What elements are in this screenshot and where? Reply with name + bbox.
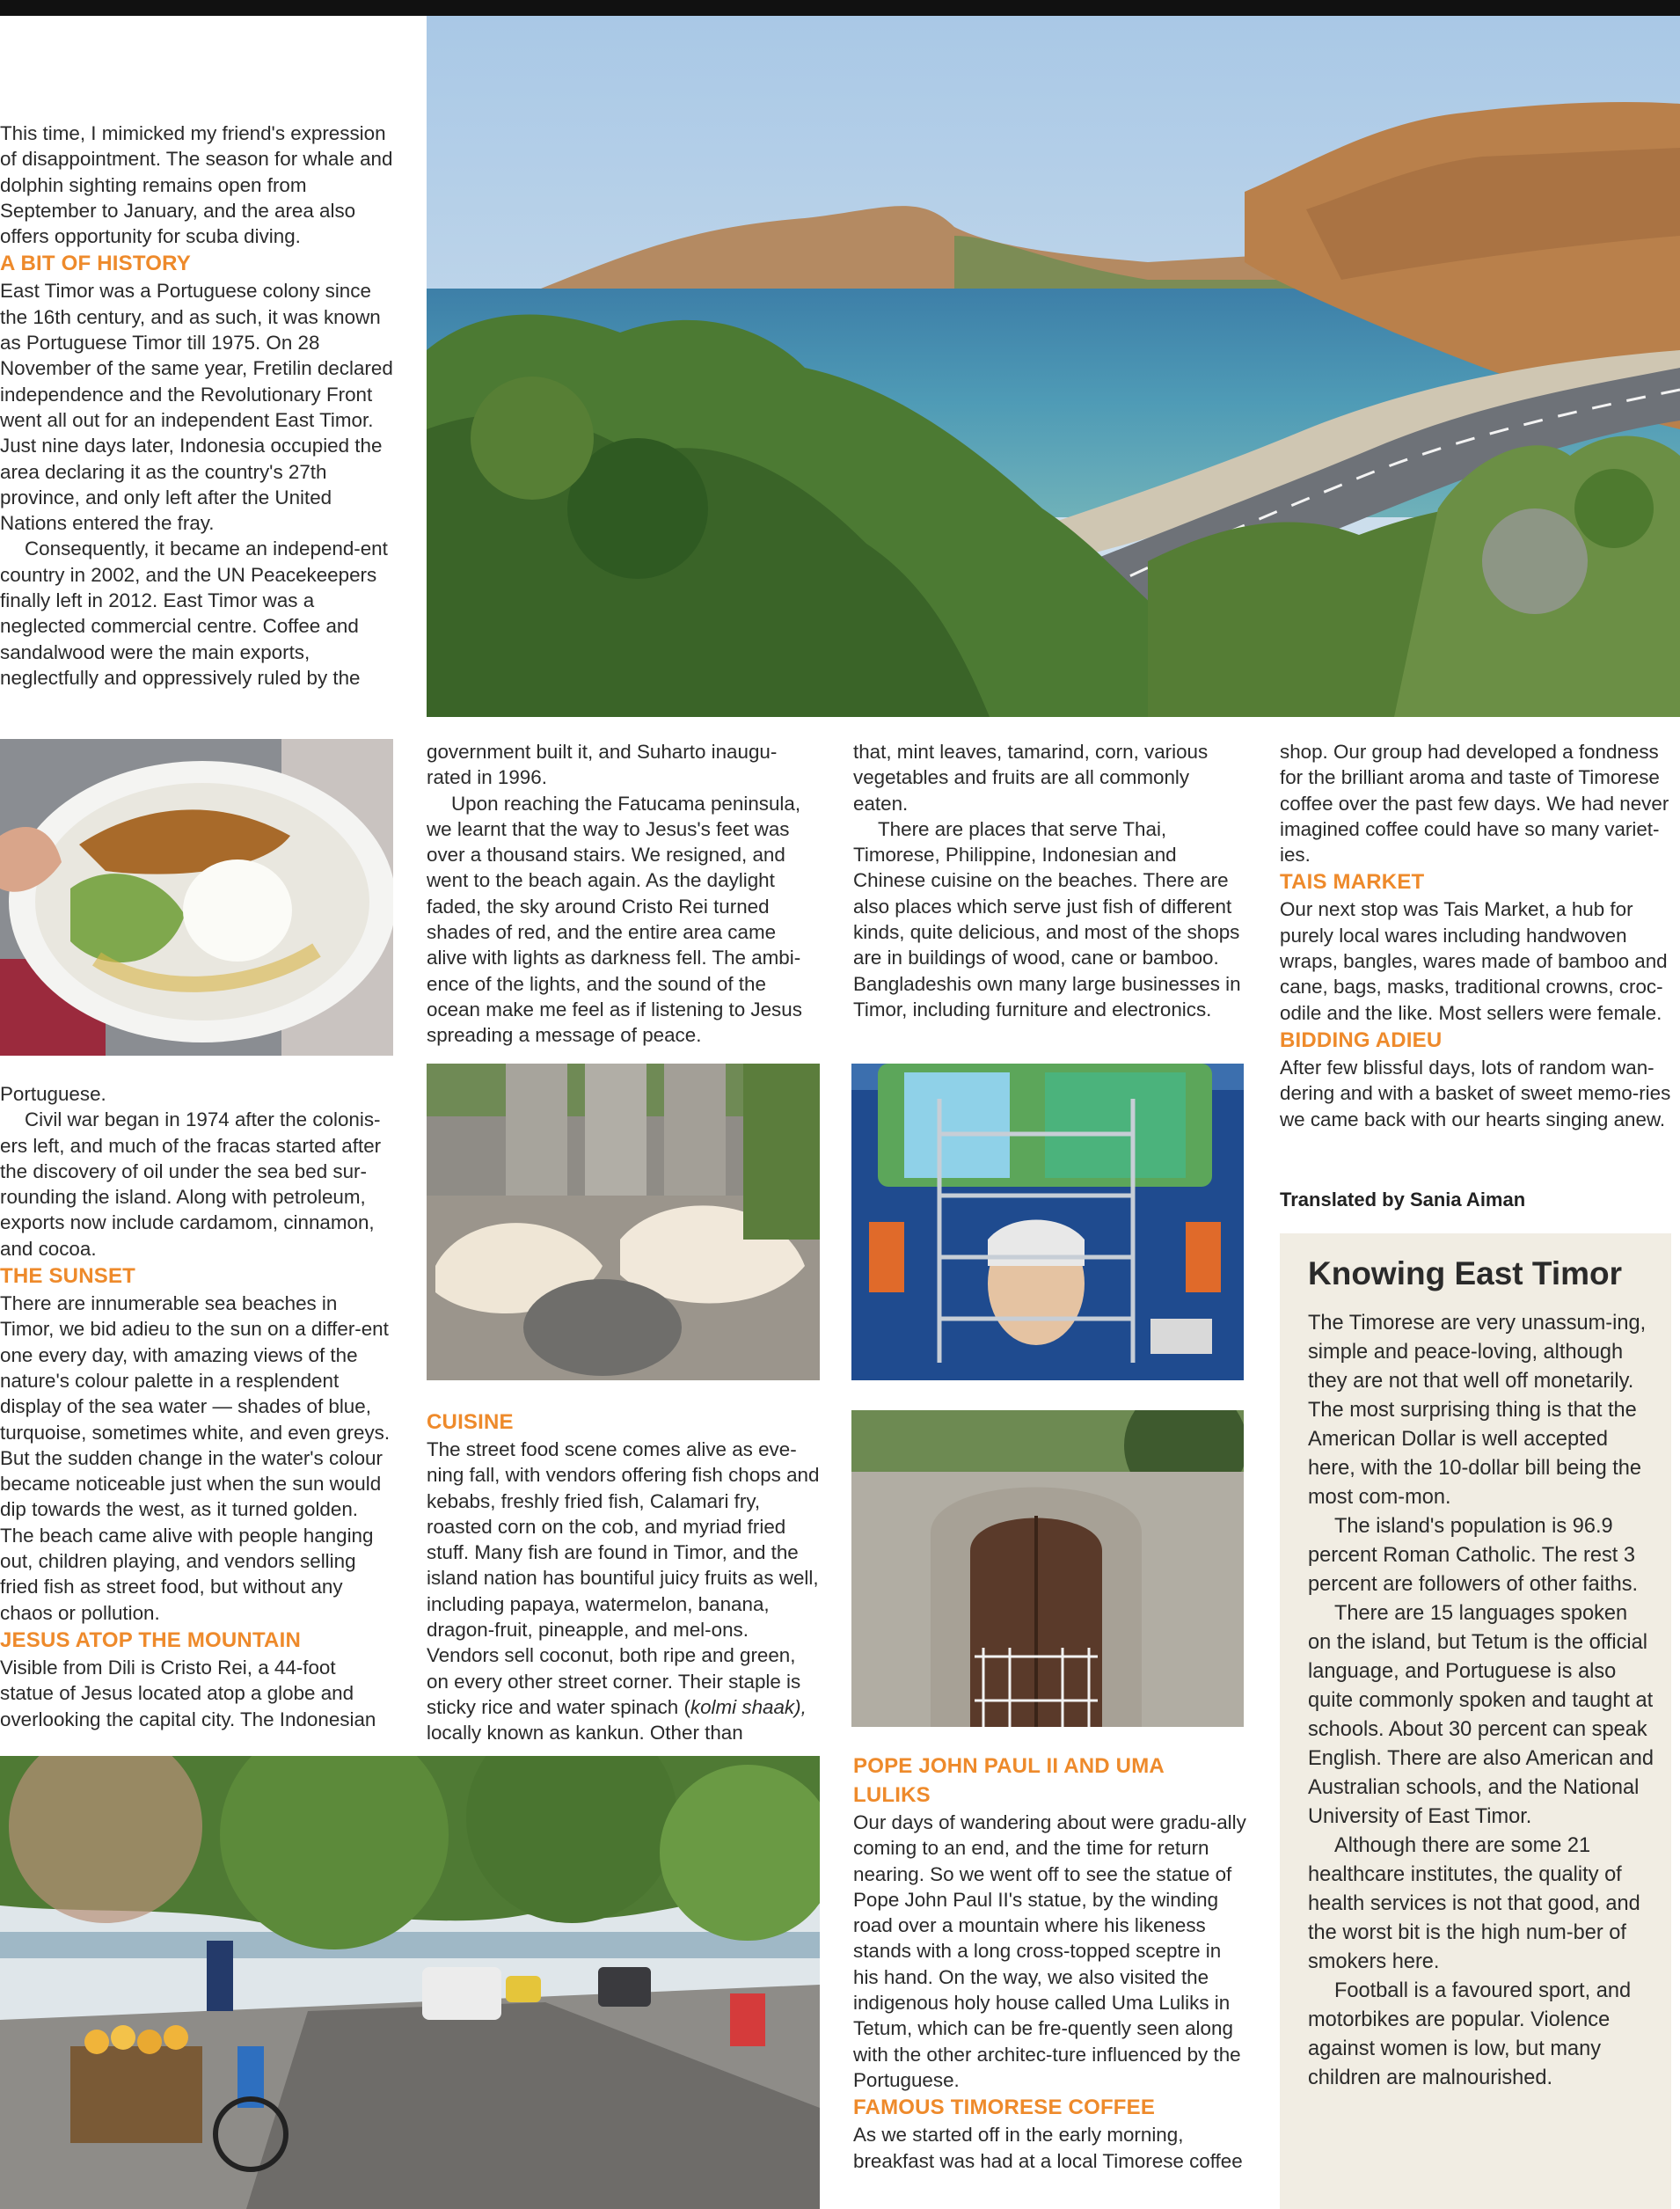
paragraph (427, 1437, 820, 1746)
heading-jesus-atop-the-mountain: JESUS ATOP THE MOUNTAIN (0, 1627, 301, 1652)
paragraph: Visible from Dili is Cristo Rei, a 44-foot statue of Jesus located atop a globe and overlooking the capital city. The Indonesian (0, 1656, 376, 1730)
column-1-top (0, 121, 393, 691)
photo-fish-and-rice-plate (0, 739, 393, 1056)
column-3-top (853, 739, 1246, 1022)
column-1-bottom (0, 1081, 393, 1732)
top-black-bar (0, 0, 1680, 16)
photo-coastal-bay (427, 16, 1680, 717)
photo-stone-carvings-and-shells (427, 1064, 820, 1380)
heading-pope-john-paul-ii-and-uma-luliks: POPE JOHN PAUL II AND UMA LULIKS (853, 1754, 1165, 1807)
sidebar-text (1308, 1309, 1655, 2093)
paragraph: Civil war began in 1974 after the colonis-ers left, and much of the fracas started after the discovery of oil under the sea bed sur-rounding the island. Along with petroleum, exports now include cardamom, cinnamon, and cocoa. (0, 1108, 382, 1260)
sidebar-paragraph: Football is a favoured sport, and motorbikes are popular. Violence against women is low, but many children are malnourished. (1308, 1979, 1632, 2089)
sidebar-title: Knowing East Timor (1308, 1255, 1623, 1291)
paragraph: Portuguese. (0, 1083, 106, 1105)
sidebar-paragraph: There are 15 languages spoken on the island, but Tetum is the official language, and Portuguese is also quite commonly spoken and taught at schools. About 30 percent can speak English. There are also American and Australian schools, and the National University of East Timor. (1308, 1602, 1654, 1828)
paragraph: After few blissful days, lots of random wan-dering and with a basket of sweet memo-ries we came back with our hearts singing anew. (1280, 1056, 1671, 1130)
paragraph: Upon reaching the Fatucama peninsula, we learnt that the way to Jesus's feet was over a thousand stairs. We resigned, and went to the beach again. As the daylight faded, the sky around Cristo Rei turned shades of red, and the entire area came alive with lights as darkness fell. The ambi-ence of the lights, and the sound of the ocean make me feel as if listening to Jesus spreading a message of peace. (427, 792, 802, 1047)
paragraph: Our days of wandering about were gradu-ally coming to an end, and the time for return nearing. So we went off to see the statue of Pope John Paul II's statue, by the winding road over a mountain where his likeness stands with a long cross-topped sceptre in his hand. On the way, we also visited the indigenous holy house called Uma Luliks in Tetum, which can be fre-quently seen along with the other architec-ture influenced by the Portuguese. (853, 1811, 1246, 2091)
heading-the-sunset: THE SUNSET (0, 1264, 136, 1289)
sidebar-paragraph: The Timorese are very unassum-ing, simple and peace-loving, although they are not that well off monetarily. The most surprising thing is that the American Dollar is well accepted here, with the 10-dollar bill being the most com-mon. (1308, 1312, 1647, 1509)
paragraph: As we started off in the early morning, breakfast was had at a local Timorese coffee (853, 2124, 1243, 2172)
paragraph: Our next stop was Tais Market, a hub for purely local wares including handwoven wraps, bangles, wares made of bamboo and cane, bags, masks, traditional crowns, croc-odile and the like. Most sellers were female. (1280, 898, 1668, 1024)
sidebar-knowing-east-timor (1280, 1233, 1671, 2209)
photo-street-scene (0, 1756, 820, 2209)
photo-painted-bus (851, 1064, 1244, 1380)
sidebar-paragraph: Although there are some 21 healthcare institutes, the quality of health services is not that good, and the worst bit is the high num-ber of smokers here. (1308, 1834, 1640, 1973)
column-3-bottom (853, 1752, 1246, 2174)
paragraph: There are innumerable sea beaches in Timor, we bid adieu to the sun on a differ-ent one every day, with amazing views of the nature's colour palette in a resplendent display of the sea water — shades of blue, turquoise, sometimes white, and even greys. But the sudden change in the water's colour became noticeable just when the sun would dip towards the west, as it turned golden. The beach came alive with people hanging out, children playing, and vendors selling fried fish as street food, but without any chaos or pollution. (0, 1292, 391, 1624)
column-2-top (427, 739, 820, 1049)
paragraph: East Timor was a Portuguese colony since the 16th century, and as such, it was known as Portuguese Timor till 1975. On 28 November of the same year, Fretilin declared independence and the Revolutionary Front went all out for an independent East Timor. Just nine days later, Indonesia occupied the area declaring it as the country's 27th province, and only left after the United Nations entered the fray. (0, 280, 393, 535)
heading-famous-timorese-coffee: FAMOUS TIMORESE COFFEE (853, 2096, 1156, 2120)
paragraph: shop. Our group had developed a fondness for the brilliant aroma and taste of Timorese coffee over the past few days. We had never imagined coffee could have so many variet-ies. (1280, 741, 1669, 867)
paragraph: Consequently, it became an independ-ent country in 2002, and the UN Peacekeepers finally left in 2012. East Timor was a neglected commercial centre. Coffee and sandalwood were the main exports, neglectfully and oppressively ruled by the (0, 538, 388, 689)
column-4-top (1280, 739, 1673, 1132)
paragraph: This time, I mimicked my friend's expression of disappointment. The season for whale and dolphin sighting remains open from September to January, and the area also offers opportunity for scuba diving. (0, 122, 393, 248)
sidebar-paragraph: The island's population is 96.9 percent Roman Catholic. The rest 3 percent are followers of other faiths. (1308, 1515, 1639, 1596)
cuisine-italic: kolmi shaak), (690, 1695, 807, 1718)
heading-bidding-adieu: BIDDING ADIEU (1280, 1028, 1443, 1052)
heading-a-bit-of-history: A BIT OF HISTORY (0, 252, 191, 276)
photo-arched-door (851, 1410, 1244, 1727)
cuisine-text-1: The street food scene comes alive as eve-ning fall, with vendors offering fish chops and kebabs, freshly fried fish, Calamari fry, roasted corn on the cob, and myriad fried stuff. Many fish are found in Timor, and the island nation has bountiful juicy fruits as well, including papaya, watermelon, banana, dragon-fruit, pineapple, and mel-ons. Vendors sell coconut, both ripe and green, on every other street corner. Their staple is sticky rice and water spinach ( (427, 1438, 820, 1718)
heading-cuisine: CUISINE (427, 1410, 514, 1434)
cuisine-text-2: locally known as kankun. Other than (427, 1722, 743, 1745)
translator-credit: Translated by Sania Aiman (1280, 1189, 1526, 1211)
heading-tais-market: TAIS MARKET (1280, 870, 1425, 895)
paragraph: There are places that serve Thai, Timorese, Philippine, Indonesian and Chinese cuisine on the beaches. There are also places which serve just fish of different kinds, quite delicious, and most of the shops are in buildings of wood, cane or bamboo. Bangladeshis own many large businesses in Timor, including furniture and electronics. (853, 817, 1241, 1020)
paragraph: government built it, and Suharto inaugu-rated in 1996. (427, 741, 778, 789)
paragraph: that, mint leaves, tamarind, corn, various vegetables and fruits are all commonly eaten. (853, 741, 1209, 815)
column-2-bottom (427, 1408, 820, 1746)
